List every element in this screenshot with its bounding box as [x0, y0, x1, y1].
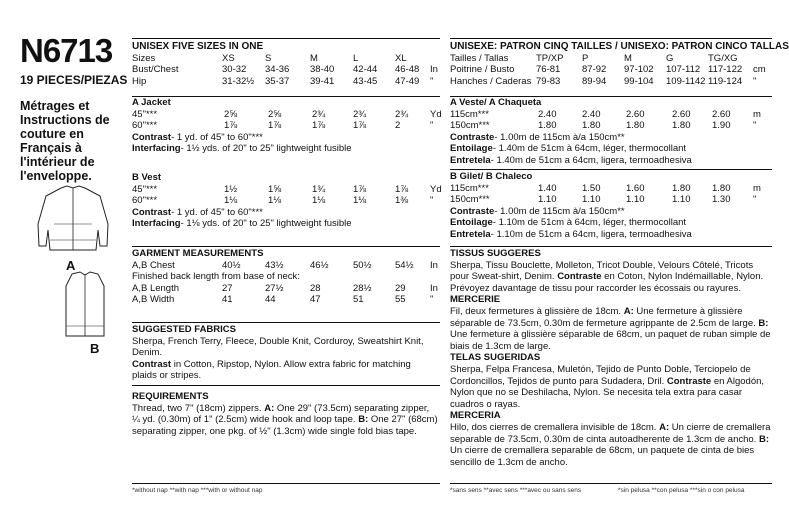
- es-merceria-text: Hilo, dos cierres de cremallera invisible de 18cm. A: Un cierre de cremallera separable de 73.5cm, 0.30m de cinta autoadherente de 1.3cm de ancho. B: Un cierre de cremallera separable de 68cm, un paquete de cinta de bies sencillo de 1.3cm de ancho.: [450, 421, 771, 468]
- fr-es-column: [450, 41, 789, 87]
- en-garment-title: GARMENT MEASUREMENTS: [132, 248, 264, 259]
- en-rule-requirements: [132, 385, 440, 386]
- es-vest-115: 115cm*** 1.40 1.50 1.60 1.80 1.80 m: [450, 182, 761, 194]
- en-fabrics-title: SUGGESTED FABRICS: [132, 324, 236, 335]
- es-telas-title: TELAS SUGERIDAS: [450, 352, 541, 364]
- en-chest-row: A,B Chest 40½ 43½ 46½ 50½ 54½ In: [132, 259, 438, 271]
- es-vest-entretela: Entretela- 1.10m de 51cm a 64cm, ligera, termoadhesiva: [450, 228, 692, 240]
- fr-mercerie-title: MERCERIE: [450, 294, 501, 306]
- es-top-rule: [450, 38, 772, 39]
- view-a-label: A: [66, 258, 76, 273]
- en-vest-section: [132, 172, 440, 230]
- es-jacket-section: [450, 97, 772, 167]
- es-vest-contrast: Contraste- 1.00m de 115cm à/a 150cm**: [450, 205, 625, 217]
- en-rule-garment: [132, 246, 440, 247]
- en-jacket-interfacing: Interfacing- 1½ yds. of 20" to 25" lightweight fusible: [132, 143, 352, 155]
- es-jacket-entoilage: Entoilage- 1.40m de 51cm à 64cm, léger, thermocollant: [450, 143, 687, 155]
- en-vest-60: 60"*** 1⅛ 1⅛ 1⅛ 1⅛ 1⅜ ": [132, 195, 434, 207]
- fr-footnote: *sans sens **avec sens ***avec ou sans sens: [450, 487, 582, 494]
- es-jacket-title: A Veste/ A Chaqueta: [450, 97, 542, 108]
- pattern-number: N6713: [20, 32, 113, 69]
- en-rule-fabrics: [132, 322, 440, 323]
- en-length-note: Finished back length from base of neck:: [132, 271, 300, 283]
- es-vest-section: [450, 171, 772, 241]
- en-jacket-title: A Jacket: [132, 97, 171, 108]
- es-title: UNISEXE: PATRON CINQ TAILLES / UNISEXO: PATRON CINCO TALLAS: [450, 41, 789, 52]
- en-top-rule: [132, 38, 440, 39]
- english-column: [132, 41, 440, 87]
- en-vest-contrast: Contrast- 1 yd. of 45" to 60"***: [132, 206, 263, 218]
- en-fabrics-text: Sherpa, French Terry, Fleece, Double Knit, Corduroy, Sweatshirt Knit, Denim. Contrast in Cotton, Ripstop, Nylon. Allow extra fabric for matching plaids or stripes.: [132, 335, 424, 382]
- es-telas-text: Sherpa, Felpa Francesa, Muletón, Tejido de Punto Doble, Terciopelo de Cordoncillos, Tejidos de punto para Sudadera, Dril. Contraste en Algodón, Nylon que no se Deshilacha, Nylon. Se necesita tela extra para casar cuadros o rayas.: [450, 363, 765, 410]
- jacket-sketch: [28, 184, 118, 256]
- es-size-row: Tailles / Tallas TP/XP P M G TG/XG: [450, 52, 738, 64]
- en-jacket-contrast: Contrast- 1 yd. of 45" to 60"***: [132, 131, 263, 143]
- es-jacket-115: 115cm*** 2.40 2.40 2.60 2.60 2.60 m: [450, 108, 761, 120]
- fr-tissus-text: Sherpa, Tissu Bouclette, Molleton, Tricot Double, Velours Côtelé, Tricots pour Sweat-shirt, Denim. Contraste en Coton, Nylon Indémaillable, Nylon. Prévoyez davantage de tissu pour raccorder les écossais ou rayures.: [450, 259, 764, 294]
- en-jacket-45: 45"*** 2⅝ 2⅝ 2¾ 2¾ 2¾ Yd: [132, 108, 442, 120]
- en-requirements-title: REQUIREMENTS: [132, 391, 209, 402]
- en-jacket-section: [132, 97, 440, 155]
- en-bust-row: Bust/Chest 30-32 34-36 38-40 42-44 46-48 In: [132, 64, 438, 76]
- fr-mercerie-text: Fil, deux fermetures à glissière de 18cm. A: Une fermeture à glissière séparable de 73.5cm, 0.30m de fermeture agrippante de 2.5cm de large. B: Une fermeture à glissière séparable de 68cm, un paquet de ruban simple de biais de 1.3cm de large.: [450, 305, 771, 352]
- french-instructions-note: Métrages et Instructions de couture en Français à l'intérieur de l'enveloppe.: [20, 99, 110, 183]
- es-bust-row: Poitrine / Busto 76-81 87-92 97-102 107-112 117-122 cm: [450, 64, 766, 76]
- en-size-row: Sizes XS S M L XL: [132, 52, 407, 64]
- es-notions-section: [450, 248, 772, 468]
- es-jacket-entretela: Entretela- 1.40m de 51cm a 64cm, ligera, termoadhesiva: [450, 154, 692, 166]
- en-title: UNISEX FIVE SIZES IN ONE: [132, 41, 264, 52]
- piece-count: 19 PIECES/PIEZAS: [20, 73, 128, 87]
- es-vest-title: B Gilet/ B Chaleco: [450, 171, 533, 182]
- en-vest-title: B Vest: [132, 172, 162, 183]
- es-footnote: *sin pelusa **con pelusa ***sin o con pelusa: [618, 487, 745, 494]
- es-jacket-contrast: Contraste- 1.00m de 115cm à/a 150cm**: [450, 131, 625, 143]
- es-vest-150: 150cm*** 1.10 1.10 1.10 1.10 1.30 ": [450, 194, 757, 206]
- en-garment-section: [132, 248, 440, 306]
- en-vest-interfacing: Interfacing- 1⅛ yds. of 20" to 25" lightweight fusible: [132, 218, 352, 230]
- en-length-row: A,B Length 27 27½ 28 28½ 29 In: [132, 282, 438, 294]
- en-jacket-60: 60"*** 1⅞ 1⅞ 1⅞ 1⅞ 2 ": [132, 120, 434, 132]
- en-footnote: *without nap **with nap ***with or without nap: [132, 487, 263, 494]
- es-rule-footnote: [450, 483, 772, 484]
- en-width-row: A,B Width 41 44 47 51 55 ": [132, 294, 434, 306]
- vest-sketch: [50, 270, 120, 342]
- es-jacket-150: 150cm*** 1.80 1.80 1.80 1.80 1.90 ": [450, 120, 757, 132]
- es-hip-row: Hanches / Caderas 79-83 89-94 99-104 109-1142 119-124 ": [450, 75, 757, 87]
- es-merceria-title: MERCERIA: [450, 410, 501, 422]
- en-rule-footnote: [132, 483, 440, 484]
- en-fabrics-section: [132, 324, 432, 382]
- en-requirements-text: Thread, two 7" (18cm) zippers. A: One 29" (73.5cm) separating zipper, ¼ yd. (0.30m) of 1" (2.5cm) wide hook and loop tape. B: One 27" (68cm) separating zipper, one pkg. of ½" (1.3cm) wide single fold bias tape.: [132, 402, 438, 437]
- en-requirements-section: [132, 391, 438, 437]
- es-rule-tissus: [450, 246, 772, 247]
- en-hip-row: Hip 31-32½ 35-37 39-41 43-45 47-49 ": [132, 75, 434, 87]
- es-vest-entoilage: Entoilage- 1.10m de 51cm à 64cm, léger, thermocollant: [450, 217, 687, 229]
- view-b-label: B: [90, 341, 100, 356]
- es-rule-vest: [450, 169, 772, 170]
- en-vest-45: 45"*** 1½ 1⅝ 1¾ 1⅞ 1⅞ Yd: [132, 183, 442, 195]
- fr-tissus-title: TISSUS SUGGERES: [450, 248, 541, 259]
